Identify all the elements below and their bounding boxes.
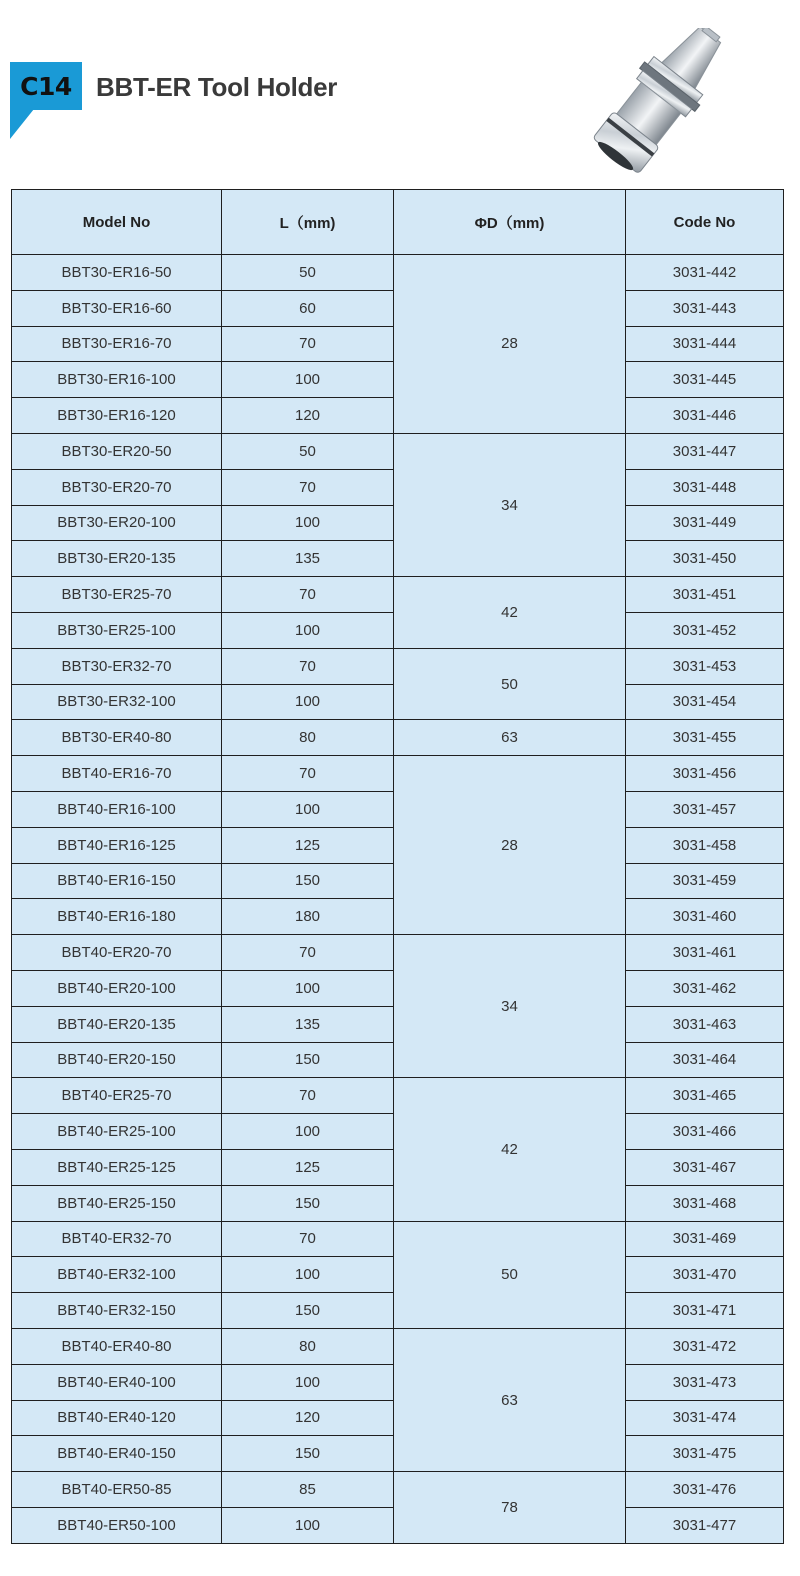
model-no-cell: BBT40-ER32-100 — [12, 1257, 222, 1293]
code-no-cell: 3031-475 — [626, 1436, 784, 1472]
model-no-cell: BBT40-ER25-125 — [12, 1149, 222, 1185]
length-cell: 70 — [222, 935, 394, 971]
tool-holder-image — [586, 28, 766, 178]
model-no-cell: BBT40-ER40-150 — [12, 1436, 222, 1472]
code-no-cell: 3031-476 — [626, 1472, 784, 1508]
code-no-cell: 3031-445 — [626, 362, 784, 398]
code-no-cell: 3031-469 — [626, 1221, 784, 1257]
code-no-cell: 3031-462 — [626, 970, 784, 1006]
model-no-cell: BBT40-ER16-125 — [12, 827, 222, 863]
length-cell: 180 — [222, 899, 394, 935]
code-no-cell: 3031-444 — [626, 326, 784, 362]
length-cell: 120 — [222, 398, 394, 434]
code-no-cell: 3031-463 — [626, 1006, 784, 1042]
model-no-cell: BBT40-ER16-100 — [12, 791, 222, 827]
code-no-cell: 3031-443 — [626, 290, 784, 326]
model-no-cell: BBT40-ER50-100 — [12, 1507, 222, 1543]
length-cell: 70 — [222, 648, 394, 684]
section-badge: C14 — [10, 62, 82, 110]
length-cell: 100 — [222, 1114, 394, 1150]
model-no-cell: BBT40-ER20-150 — [12, 1042, 222, 1078]
table-row — [12, 1221, 784, 1257]
code-no-cell: 3031-451 — [626, 577, 784, 613]
table-row — [12, 433, 784, 469]
model-no-cell: BBT40-ER25-70 — [12, 1078, 222, 1114]
table-row — [12, 255, 784, 291]
length-cell: 60 — [222, 290, 394, 326]
model-no-cell: BBT30-ER16-100 — [12, 362, 222, 398]
model-no-cell: BBT40-ER32-150 — [12, 1293, 222, 1329]
length-cell: 85 — [222, 1472, 394, 1508]
code-no-cell: 3031-472 — [626, 1328, 784, 1364]
diameter-cell: 63 — [394, 720, 626, 756]
length-cell: 80 — [222, 720, 394, 756]
model-no-cell: BBT30-ER16-70 — [12, 326, 222, 362]
diameter-cell: 34 — [394, 935, 626, 1078]
length-cell: 100 — [222, 1257, 394, 1293]
model-no-cell: BBT30-ER32-70 — [12, 648, 222, 684]
model-no-cell: BBT30-ER40-80 — [12, 720, 222, 756]
model-no-cell: BBT40-ER16-150 — [12, 863, 222, 899]
model-no-cell: BBT30-ER20-50 — [12, 433, 222, 469]
model-no-cell: BBT40-ER32-70 — [12, 1221, 222, 1257]
length-cell: 70 — [222, 577, 394, 613]
table-header-row — [12, 190, 784, 255]
code-no-cell: 3031-467 — [626, 1149, 784, 1185]
code-no-cell: 3031-460 — [626, 899, 784, 935]
model-no-cell: BBT40-ER16-180 — [12, 899, 222, 935]
column-header-code: Code No — [626, 190, 784, 255]
table-row — [12, 648, 784, 684]
code-no-cell: 3031-457 — [626, 791, 784, 827]
length-cell: 100 — [222, 505, 394, 541]
length-cell: 150 — [222, 1042, 394, 1078]
model-no-cell: BBT40-ER40-120 — [12, 1400, 222, 1436]
table-row — [12, 1328, 784, 1364]
code-no-cell: 3031-464 — [626, 1042, 784, 1078]
length-cell: 135 — [222, 541, 394, 577]
length-cell: 150 — [222, 863, 394, 899]
table-row — [12, 1472, 784, 1508]
code-no-cell: 3031-466 — [626, 1114, 784, 1150]
code-no-cell: 3031-449 — [626, 505, 784, 541]
model-no-cell: BBT30-ER16-120 — [12, 398, 222, 434]
model-no-cell: BBT30-ER25-100 — [12, 612, 222, 648]
column-header-diameter: ΦD（mm) — [394, 190, 626, 255]
model-no-cell: BBT30-ER20-100 — [12, 505, 222, 541]
model-no-cell: BBT30-ER16-60 — [12, 290, 222, 326]
model-no-cell: BBT30-ER20-70 — [12, 469, 222, 505]
length-cell: 125 — [222, 1149, 394, 1185]
model-no-cell: BBT40-ER20-135 — [12, 1006, 222, 1042]
model-no-cell: BBT40-ER20-100 — [12, 970, 222, 1006]
code-no-cell: 3031-455 — [626, 720, 784, 756]
code-no-cell: 3031-442 — [626, 255, 784, 291]
model-no-cell: BBT40-ER25-150 — [12, 1185, 222, 1221]
length-cell: 135 — [222, 1006, 394, 1042]
column-header-length: L（mm) — [222, 190, 394, 255]
page-header — [0, 0, 800, 190]
code-no-cell: 3031-446 — [626, 398, 784, 434]
length-cell: 100 — [222, 362, 394, 398]
code-no-cell: 3031-452 — [626, 612, 784, 648]
code-no-cell: 3031-465 — [626, 1078, 784, 1114]
length-cell: 80 — [222, 1328, 394, 1364]
model-no-cell: BBT40-ER50-85 — [12, 1472, 222, 1508]
diameter-cell: 63 — [394, 1328, 626, 1471]
table-row — [12, 935, 784, 971]
length-cell: 150 — [222, 1436, 394, 1472]
code-no-cell: 3031-468 — [626, 1185, 784, 1221]
length-cell: 150 — [222, 1293, 394, 1329]
code-no-cell: 3031-454 — [626, 684, 784, 720]
length-cell: 70 — [222, 1078, 394, 1114]
page-title: BBT-ER Tool Holder — [96, 72, 338, 102]
length-cell: 100 — [222, 684, 394, 720]
table-row — [12, 720, 784, 756]
length-cell: 50 — [222, 433, 394, 469]
diameter-cell: 78 — [394, 1472, 626, 1544]
code-no-cell: 3031-456 — [626, 756, 784, 792]
length-cell: 70 — [222, 469, 394, 505]
length-cell: 100 — [222, 1507, 394, 1543]
model-no-cell: BBT40-ER40-80 — [12, 1328, 222, 1364]
code-no-cell: 3031-461 — [626, 935, 784, 971]
table-body — [12, 255, 784, 1544]
length-cell: 150 — [222, 1185, 394, 1221]
table-row — [12, 756, 784, 792]
length-cell: 120 — [222, 1400, 394, 1436]
diameter-cell: 50 — [394, 648, 626, 720]
length-cell: 100 — [222, 791, 394, 827]
table-row — [12, 577, 784, 613]
length-cell: 100 — [222, 1364, 394, 1400]
model-no-cell: BBT40-ER25-100 — [12, 1114, 222, 1150]
code-no-cell: 3031-448 — [626, 469, 784, 505]
length-cell: 100 — [222, 612, 394, 648]
column-header-model: Model No — [12, 190, 222, 255]
code-no-cell: 3031-474 — [626, 1400, 784, 1436]
section-badge-tail — [10, 109, 34, 139]
code-no-cell: 3031-471 — [626, 1293, 784, 1329]
code-no-cell: 3031-459 — [626, 863, 784, 899]
length-cell: 125 — [222, 827, 394, 863]
code-no-cell: 3031-453 — [626, 648, 784, 684]
diameter-cell: 42 — [394, 1078, 626, 1221]
model-no-cell: BBT30-ER16-50 — [12, 255, 222, 291]
model-no-cell: BBT40-ER20-70 — [12, 935, 222, 971]
diameter-cell: 34 — [394, 433, 626, 576]
diameter-cell: 42 — [394, 577, 626, 649]
code-no-cell: 3031-450 — [626, 541, 784, 577]
model-no-cell: BBT30-ER20-135 — [12, 541, 222, 577]
code-no-cell: 3031-470 — [626, 1257, 784, 1293]
table-row — [12, 1078, 784, 1114]
model-no-cell: BBT30-ER25-70 — [12, 577, 222, 613]
model-no-cell: BBT30-ER32-100 — [12, 684, 222, 720]
length-cell: 100 — [222, 970, 394, 1006]
length-cell: 70 — [222, 1221, 394, 1257]
code-no-cell: 3031-477 — [626, 1507, 784, 1543]
model-no-cell: BBT40-ER40-100 — [12, 1364, 222, 1400]
diameter-cell: 50 — [394, 1221, 626, 1328]
diameter-cell: 28 — [394, 756, 626, 935]
length-cell: 70 — [222, 326, 394, 362]
code-no-cell: 3031-473 — [626, 1364, 784, 1400]
spec-table — [11, 189, 784, 1544]
code-no-cell: 3031-447 — [626, 433, 784, 469]
model-no-cell: BBT40-ER16-70 — [12, 756, 222, 792]
length-cell: 50 — [222, 255, 394, 291]
diameter-cell: 28 — [394, 255, 626, 434]
code-no-cell: 3031-458 — [626, 827, 784, 863]
length-cell: 70 — [222, 756, 394, 792]
